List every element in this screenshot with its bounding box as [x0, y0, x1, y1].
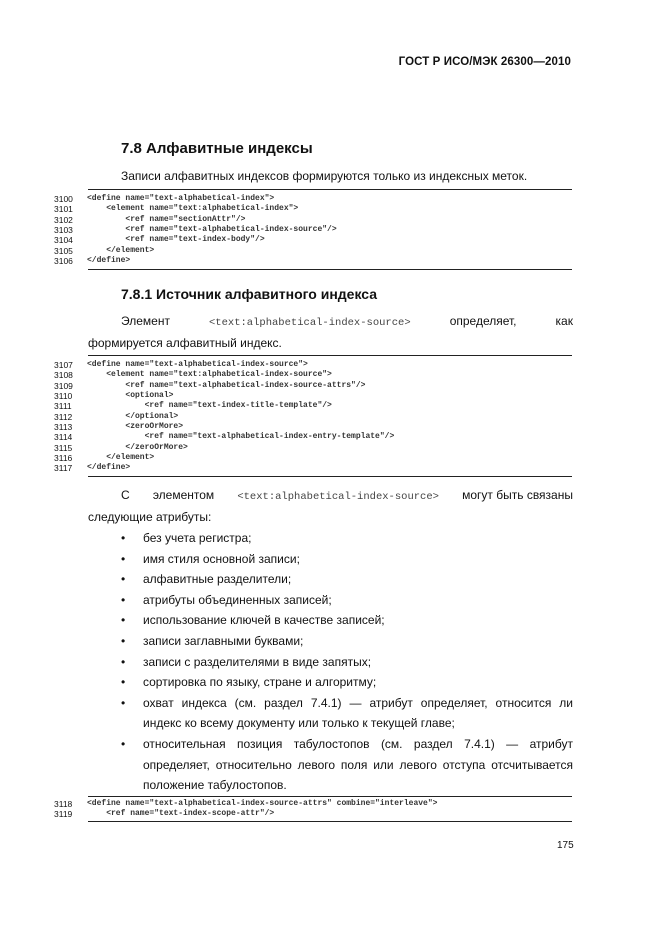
- line-number: 3105: [54, 245, 73, 256]
- line-number: 3114: [54, 432, 73, 443]
- code-line: [54, 443, 574, 453]
- line-number: 3109: [54, 380, 73, 391]
- list-item: [121, 549, 573, 570]
- code-text: <ref name="sectionAttr"/>: [87, 214, 246, 224]
- code-block-top-rule: [88, 355, 572, 356]
- code-text: <ref name="text-alphabetical-index-entry-template"/>: [87, 432, 395, 442]
- list-item-text: атрибуты объединенных записей;: [143, 592, 332, 607]
- code-line: [54, 215, 574, 225]
- page-number: 175: [557, 840, 574, 851]
- bullet-icon: •: [121, 592, 126, 607]
- list-item: [121, 734, 573, 796]
- code-text: <ref name="text-index-title-template"/>: [87, 401, 332, 411]
- bullet-icon: •: [121, 551, 126, 566]
- code-line: [54, 799, 574, 809]
- para-word: определяет,: [449, 314, 517, 328]
- code-line: [54, 246, 574, 256]
- subsection-title: 7.8.1 Источник алфавитного индекса: [121, 286, 378, 302]
- bullet-icon: •: [121, 531, 126, 545]
- list-item-text: алфавитные разделители;: [143, 572, 292, 587]
- line-number: 3112: [54, 411, 73, 422]
- code-text: <define name="text-alphabetical-index">: [87, 194, 275, 203]
- line-number: 3103: [54, 225, 73, 236]
- code-text: <ref name="text-alphabetical-index-source"/>: [87, 225, 337, 235]
- element-code-ref: <text:alphabetical-index-source>: [237, 491, 439, 503]
- code-line: [54, 360, 574, 370]
- code-block-2: [54, 360, 574, 474]
- para-word: элементом: [152, 488, 215, 502]
- line-number: 3100: [54, 194, 73, 204]
- bullet-icon: •: [121, 675, 126, 690]
- subsection-paragraph-line1: [121, 313, 573, 332]
- section-title: 7.8 Алфавитные индексы: [121, 140, 313, 157]
- attributes-paragraph-line1: [121, 487, 573, 506]
- list-item-text: охват индекса (см. раздел 7.4.1) — атрибут определяет, относится ли индекс ко всему документу или только к текущей главе;: [143, 695, 573, 731]
- bullet-icon: •: [121, 695, 126, 710]
- code-block-bottom-rule: [88, 821, 572, 822]
- line-number: 3118: [54, 799, 73, 809]
- bullet-icon: •: [121, 633, 126, 648]
- line-number: 3110: [54, 391, 73, 402]
- line-number: 3111: [54, 401, 72, 412]
- bullet-icon: •: [121, 572, 126, 587]
- code-text: <optional>: [87, 391, 174, 401]
- list-item: [121, 610, 573, 631]
- subsection-paragraph-line2: формируется алфавитный индекс.: [88, 336, 282, 350]
- code-block-top-rule: [88, 796, 572, 797]
- code-text: </optional>: [87, 411, 179, 421]
- code-line: [54, 370, 574, 380]
- code-text: <element name="text:alphabetical-index-source">: [87, 370, 332, 380]
- code-text: <ref name="text-alphabetical-index-source-attrs"/>: [87, 380, 366, 390]
- code-block-bottom-rule: [88, 269, 572, 270]
- code-text: <define name="text-alphabetical-index-source-attrs" combine="interleave">: [87, 799, 438, 808]
- list-item-text: сортировка по языку, стране и алгоритму;: [143, 675, 377, 690]
- bullet-icon: •: [121, 613, 126, 628]
- line-number: 3102: [54, 214, 73, 225]
- attribute-list: [121, 528, 573, 796]
- code-text: </element>: [87, 453, 155, 463]
- section-intro: Записи алфавитных индексов формируются только из индексных меток.: [121, 169, 528, 183]
- line-number: 3113: [54, 422, 73, 433]
- line-number: 3117: [54, 463, 73, 474]
- line-number: 3119: [54, 809, 73, 820]
- code-line: [54, 391, 574, 401]
- list-item-text: относительная позиция табулостопов (см. раздел 7.4.1) — атрибут определяет, относительно левого поля или левого отступа отсчитывается положение табулостопов.: [143, 736, 573, 793]
- code-block-3: [54, 799, 574, 820]
- line-number: 3104: [54, 235, 73, 246]
- code-line: [54, 809, 574, 819]
- list-item: [121, 693, 573, 734]
- bullet-icon: •: [121, 654, 126, 669]
- line-number: 3101: [54, 204, 73, 215]
- code-text: <element name="text:alphabetical-index">: [87, 204, 299, 214]
- para-word: могут быть связаны: [462, 488, 573, 502]
- code-line: [54, 463, 574, 473]
- para-word: С: [121, 488, 130, 502]
- code-block-top-rule: [88, 189, 572, 190]
- code-line: [54, 225, 574, 235]
- code-line: [54, 235, 574, 245]
- code-block-1: [54, 194, 574, 266]
- line-number: 3115: [54, 442, 73, 453]
- code-text: <ref name="text-index-body"/>: [87, 235, 265, 245]
- code-text: </element>: [87, 245, 155, 255]
- list-item: [121, 528, 573, 549]
- code-text: <define name="text-alphabetical-index-source">: [87, 360, 308, 369]
- code-text: </define>: [87, 463, 131, 473]
- code-block-bottom-rule: [88, 476, 572, 477]
- code-text: </zeroOrMore>: [87, 442, 188, 452]
- para-word: как: [555, 314, 573, 328]
- code-line: [54, 381, 574, 391]
- code-line: [54, 432, 574, 442]
- code-line: [54, 422, 574, 432]
- bullet-icon: •: [121, 736, 126, 751]
- line-number: 3106: [54, 256, 73, 267]
- code-line: [54, 204, 574, 214]
- code-text: <ref name="text-index-scope-attr"/>: [87, 809, 275, 819]
- list-item-text: записи с разделителями в виде запятых;: [143, 654, 372, 669]
- list-item-text: записи заглавными буквами;: [143, 633, 304, 648]
- code-line: [54, 412, 574, 422]
- line-number: 3107: [54, 360, 73, 370]
- line-number: 3116: [54, 453, 73, 464]
- code-text: </define>: [87, 256, 131, 266]
- code-line: [54, 401, 574, 411]
- code-line: [54, 194, 574, 204]
- code-line: [54, 453, 574, 463]
- list-item: [121, 590, 573, 611]
- list-item: [121, 569, 573, 590]
- page-header: ГОСТ Р ИСО/МЭК 26300—2010: [398, 56, 571, 68]
- list-item: [121, 652, 573, 673]
- attributes-paragraph-line2: следующие атрибуты:: [88, 510, 212, 524]
- code-line: [54, 256, 574, 266]
- para-word: Элемент: [121, 314, 170, 328]
- list-item: [121, 631, 573, 652]
- code-text: <zeroOrMore>: [87, 422, 184, 432]
- list-item-text: имя стиля основной записи;: [143, 551, 300, 566]
- list-item-text: использование ключей в качестве записей;: [143, 613, 385, 628]
- line-number: 3108: [54, 370, 73, 381]
- list-item: [121, 672, 573, 693]
- list-item-text: без учета регистра;: [143, 531, 252, 545]
- element-code-ref: <text:alphabetical-index-source>: [209, 317, 411, 329]
